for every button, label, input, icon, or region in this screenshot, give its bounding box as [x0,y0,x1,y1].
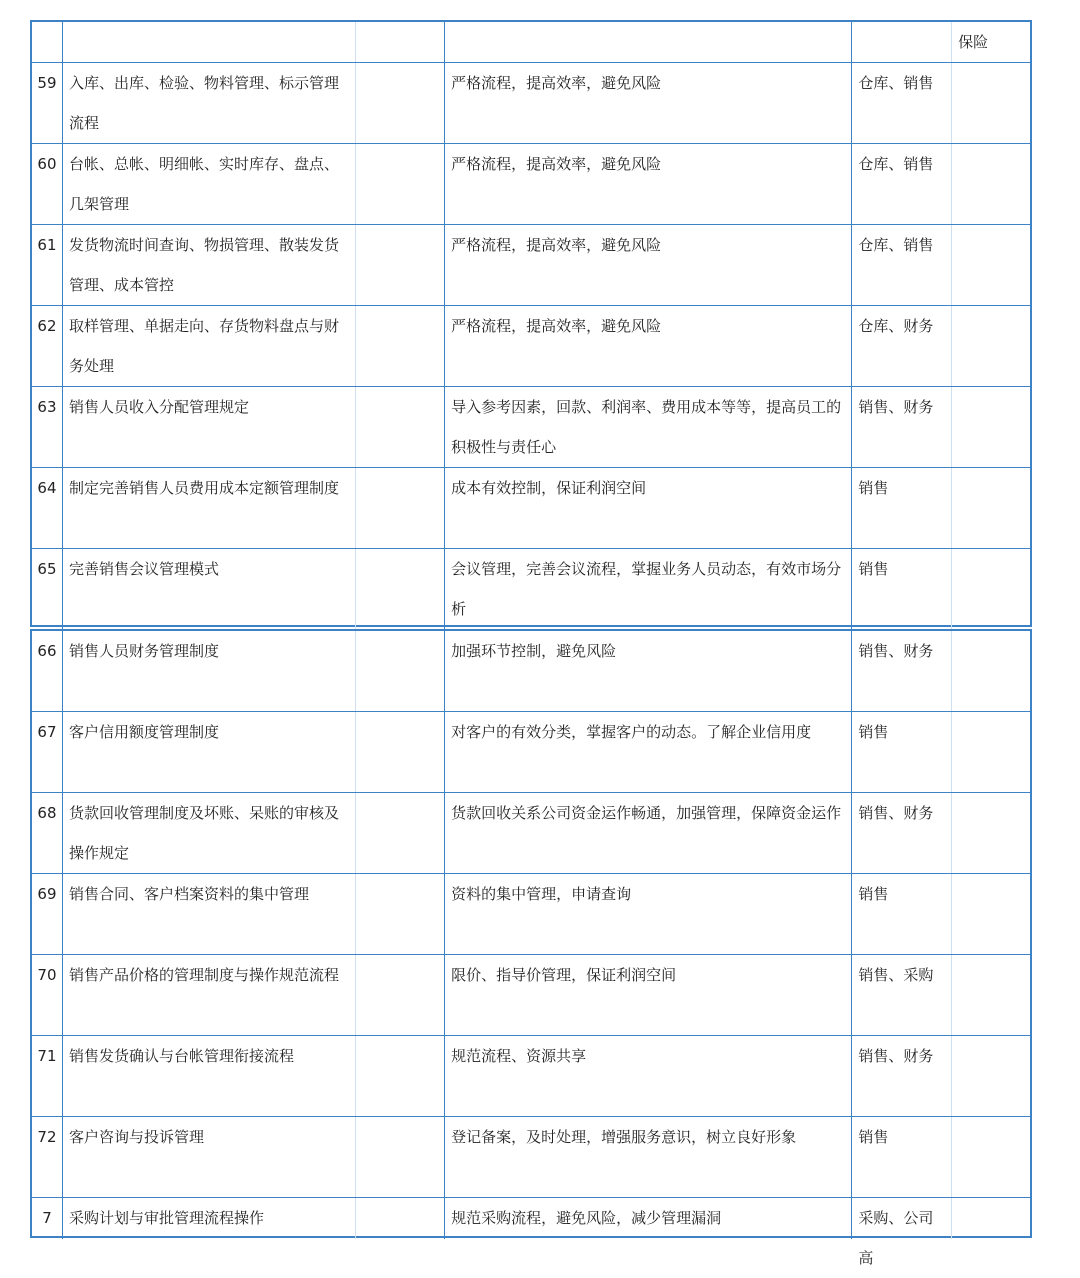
goal-cell [445,631,852,711]
extra-cell [952,874,1030,954]
dept-cell [852,955,952,1035]
item-cell [63,225,356,305]
goal-text: 严格流程，提高效率，避免风险 [451,74,662,92]
num-cell [32,631,63,711]
num-text: 62 [37,317,57,335]
item-text: 销售发货确认与台帐管理衔接流程 [68,1047,294,1065]
table-row [32,1198,1030,1267]
item-text: 发货物流时间查询、物损管理、散装发货管理、成本管控 [68,236,339,294]
goal-cell [445,1036,852,1116]
extra-text: 保险 [958,33,989,51]
dept-cell [852,468,952,548]
num-cell [32,468,63,548]
item-cell [63,712,356,792]
extra-cell [952,144,1030,224]
table-row [32,1036,1030,1117]
goal-cell [445,712,852,792]
goal-text: 货款回收关系公司资金运作畅通，加强管理，保障资金运作 [451,804,842,822]
num-cell [32,955,63,1035]
num-text: 72 [37,1128,57,1146]
extra-cell [952,793,1030,873]
num-text: 71 [37,1047,57,1065]
table-row [32,712,1030,793]
num-text: 59 [37,74,57,92]
dept-cell [852,1036,952,1116]
item-cell [63,793,356,873]
goal-text: 严格流程，提高效率，避免风险 [451,155,662,173]
goal-cell [445,225,852,305]
goal-cell [445,387,852,467]
goal-text: 登记备案，及时处理，增强服务意识，树立良好形象 [451,1128,797,1146]
item-text: 销售人员财务管理制度 [68,642,219,660]
table-row [32,144,1030,225]
goal-cell [445,874,852,954]
num-cell [32,549,63,629]
spacer-cell [356,712,445,792]
item-cell [63,468,356,548]
dept-text: 仓库、销售 [858,74,934,92]
goal-text: 对客户的有效分类，掌握客户的动态。了解企业信用度 [451,723,812,741]
item-text: 销售人员收入分配管理规定 [68,398,249,416]
item-text: 完善销售会议管理模式 [68,560,219,578]
goal-cell [445,144,852,224]
item-cell [63,1198,356,1239]
extra-cell [952,1117,1030,1197]
table-row [32,63,1030,144]
dept-text: 销售、财务 [858,804,934,822]
spacer-cell [356,631,445,711]
item-text: 入库、出库、检验、物料管理、标示管理流程 [68,74,339,132]
extra-cell [952,468,1030,548]
table-header-row [32,22,1030,63]
item-cell [63,631,356,711]
spacer-cell [356,306,445,386]
num-text: 65 [37,560,57,578]
extra-cell [952,306,1030,386]
dept-text: 销售、财务 [858,398,934,416]
num-text: 64 [37,479,57,497]
goal-cell [445,306,852,386]
spacer-cell [356,1036,445,1116]
table-section-2 [30,629,1032,1267]
spacer-cell [356,549,445,629]
spacer-cell [356,1117,445,1197]
spacer-cell [356,955,445,1035]
spacer-cell [356,468,445,548]
table-row [32,631,1030,712]
spacer-cell [356,225,445,305]
table-row [32,306,1030,387]
item-cell [63,1036,356,1116]
dept-text: 销售 [858,560,889,578]
table-row [32,874,1030,955]
num-text: 63 [37,398,57,416]
num-cell [32,1117,63,1197]
spacer-cell [356,387,445,467]
table-row [32,793,1030,874]
extra-cell [952,631,1030,711]
spacer-cell [356,1198,445,1239]
dept-cell [852,712,952,792]
num-text: 68 [37,804,57,822]
item-cell [63,22,356,62]
goal-cell [445,793,852,873]
table-row [32,1117,1030,1198]
goal-text: 限价、指导价管理，保证利润空间 [451,966,677,984]
num-text: 61 [37,236,57,254]
num-text: 60 [37,155,57,173]
spacer-cell [356,63,445,143]
num-cell [32,712,63,792]
item-text: 货款回收管理制度及坏账、呆账的审核及操作规定 [68,804,339,862]
item-cell [63,306,356,386]
item-text: 采购计划与审批管理流程操作 [68,1209,264,1227]
item-cell [63,955,356,1035]
num-cell [32,1036,63,1116]
goal-cell [445,468,852,548]
dept-cell [852,63,952,143]
extra-cell [952,387,1030,467]
extra-cell [952,22,1030,62]
num-cell [32,144,63,224]
item-cell [63,549,356,629]
item-text: 销售合同、客户档案资料的集中管理 [68,885,309,903]
dept-text: 仓库、销售 [858,236,934,254]
goal-text: 成本有效控制，保证利润空间 [451,479,647,497]
table-row [32,387,1030,468]
table-row [32,225,1030,306]
dept-text: 销售 [858,723,889,741]
num-text: 70 [37,966,57,984]
extra-cell [952,549,1030,629]
extra-cell [952,1036,1030,1116]
item-text: 销售产品价格的管理制度与操作规范流程 [68,966,339,984]
goal-text: 资料的集中管理，申请查询 [451,885,632,903]
num-text: 7 [42,1209,52,1227]
item-text: 客户咨询与投诉管理 [68,1128,204,1146]
dept-text: 销售 [858,479,889,497]
extra-cell [952,712,1030,792]
num-cell [32,63,63,143]
num-text: 69 [37,885,57,903]
item-text: 取样管理、单据走向、存货物料盘点与财务处理 [68,317,339,375]
dept-cell [852,1198,952,1267]
spacer-cell [356,874,445,954]
dept-text: 销售、采购 [858,966,934,984]
dept-cell [852,631,952,711]
dept-text: 仓库、财务 [858,317,934,335]
item-cell [63,63,356,143]
dept-cell [852,225,952,305]
num-cell [32,22,63,62]
extra-cell [952,955,1030,1035]
dept-cell [852,793,952,873]
extra-cell [952,1198,1030,1239]
table-row [32,955,1030,1036]
item-cell [63,387,356,467]
dept-text: 采购、公司高 [858,1209,934,1267]
goal-text: 严格流程，提高效率，避免风险 [451,317,662,335]
num-text: 67 [37,723,57,741]
num-cell [32,1198,63,1239]
dept-cell [852,874,952,954]
goal-text: 严格流程，提高效率，避免风险 [451,236,662,254]
num-cell [32,225,63,305]
dept-text: 销售 [858,885,889,903]
goal-cell [445,22,852,62]
dept-cell [852,1117,952,1197]
item-cell [63,1117,356,1197]
item-text: 台帐、总帐、明细帐、实时库存、盘点、几架管理 [68,155,339,213]
num-text: 66 [37,642,57,660]
goal-cell [445,63,852,143]
goal-text: 规范采购流程，避免风险，减少管理漏洞 [451,1209,722,1227]
spacer-cell [356,144,445,224]
goal-cell [445,1117,852,1197]
goal-text: 导入参考因素，回款、利润率、费用成本等等，提高员工的积极性与责任心 [451,398,842,456]
dept-text: 仓库、销售 [858,155,934,173]
num-cell [32,306,63,386]
dept-text: 销售、财务 [858,642,934,660]
goal-cell [445,549,852,629]
num-cell [32,387,63,467]
dept-cell [852,22,952,62]
extra-cell [952,63,1030,143]
dept-text: 销售、财务 [858,1047,934,1065]
num-cell [32,874,63,954]
spacer-cell [356,22,445,62]
extra-cell [952,225,1030,305]
table-section-1 [30,20,1032,627]
goal-text: 会议管理，完善会议流程，掌握业务人员动态，有效市场分析 [451,560,842,618]
table-row [32,549,1030,629]
dept-text: 销售 [858,1128,889,1146]
num-cell [32,793,63,873]
dept-cell [852,144,952,224]
goal-cell [445,1198,852,1239]
spacer-cell [356,793,445,873]
item-text: 客户信用额度管理制度 [68,723,219,741]
table-row [32,468,1030,549]
goal-text: 加强环节控制，避免风险 [451,642,617,660]
goal-text: 规范流程、资源共享 [451,1047,587,1065]
goal-cell [445,955,852,1035]
dept-cell [852,387,952,467]
item-cell [63,874,356,954]
dept-cell [852,549,952,629]
dept-cell [852,306,952,386]
item-cell [63,144,356,224]
item-text: 制定完善销售人员费用成本定额管理制度 [68,479,339,497]
